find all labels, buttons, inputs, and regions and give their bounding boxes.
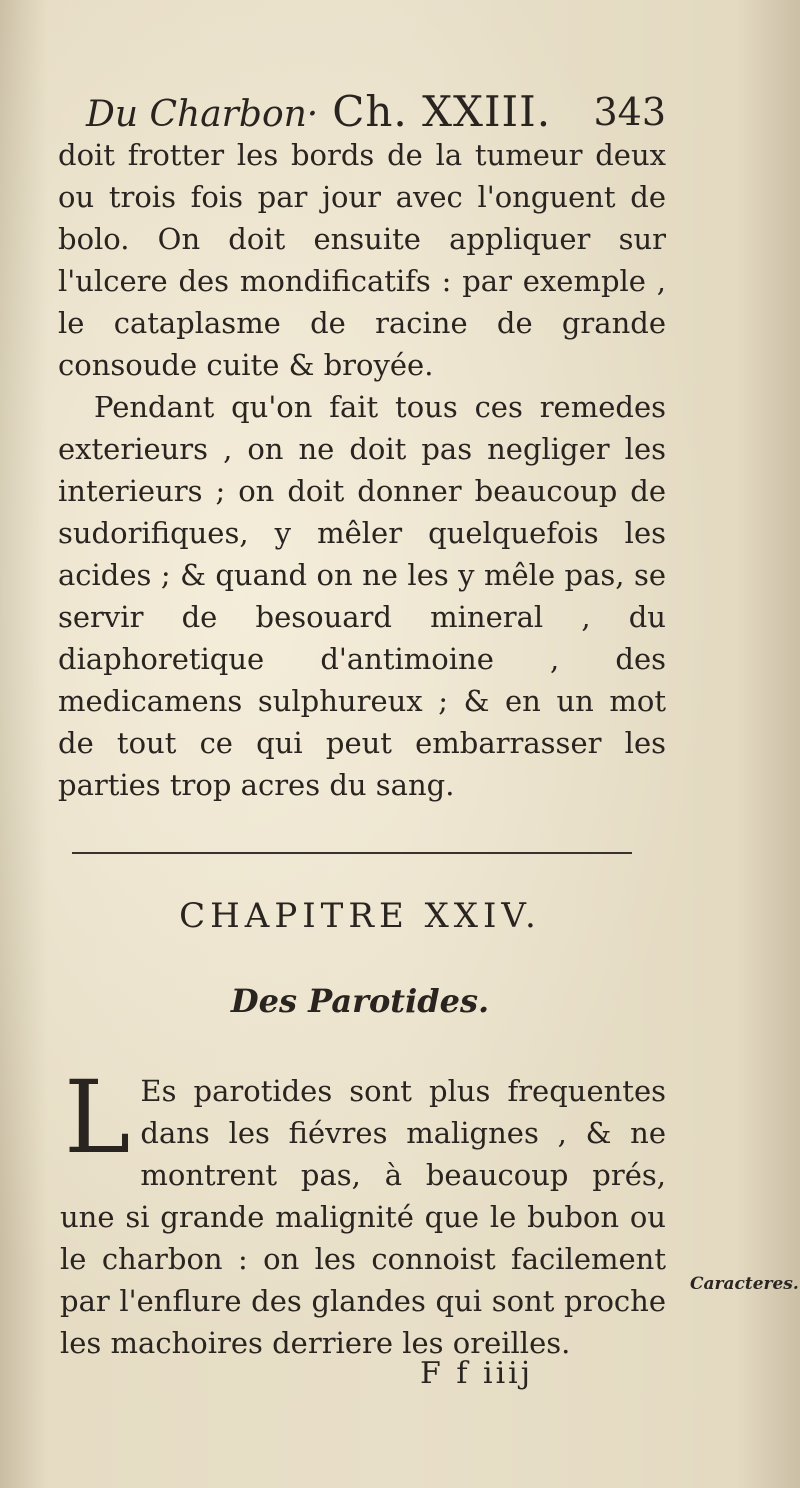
section-body	[60, 1059, 666, 1364]
running-header	[86, 82, 666, 142]
section-title: Des Parotides.	[230, 982, 490, 1020]
drop-cap: L	[64, 1059, 131, 1176]
section-divider	[72, 852, 632, 854]
margin-note: Caracteres.	[690, 1274, 799, 1294]
paragraph-2: Pendant qu'on fait tous ces remedes exterieurs , on ne doit pas negliger les interieurs ; on doit donner beaucoup de sudorifiques, y mêler quelquefois les acides ; & quand on ne les y mêle pas, se servir de besouard mineral , du diaphoretique d'antimoine , des medicamens sulphureux ; & en un mot de tout ce qui peut embarrasser les parties trop acres du sang.	[58, 390, 666, 802]
chapter-reference: Ch. XXIII.	[332, 87, 552, 136]
signature-mark: F f iiij	[420, 1356, 534, 1391]
chapter-title: CHAPITRE XXIV.	[179, 896, 541, 936]
running-title: Du Charbon·	[86, 94, 319, 135]
page-number: 343	[593, 90, 666, 134]
section-body-text: Es parotides sont plus frequentes dans les fiévres malignes , & ne montrent pas, à beaucoup prés, une si grande malignité que le bubon ou le charbon : on les connoist facilement par l'enflure des glandes qui sont proche les machoires derriere les oreilles.	[60, 1074, 666, 1360]
paragraph-1: doit frotter les bords de la tumeur deux ou trois fois par jour avec l'onguent de bolo. On doit ensuite appliquer sur l'ulcere des mondificatifs : par exemple , le cataplasme de racine de grande consoude cuite & broyée.	[58, 138, 666, 382]
